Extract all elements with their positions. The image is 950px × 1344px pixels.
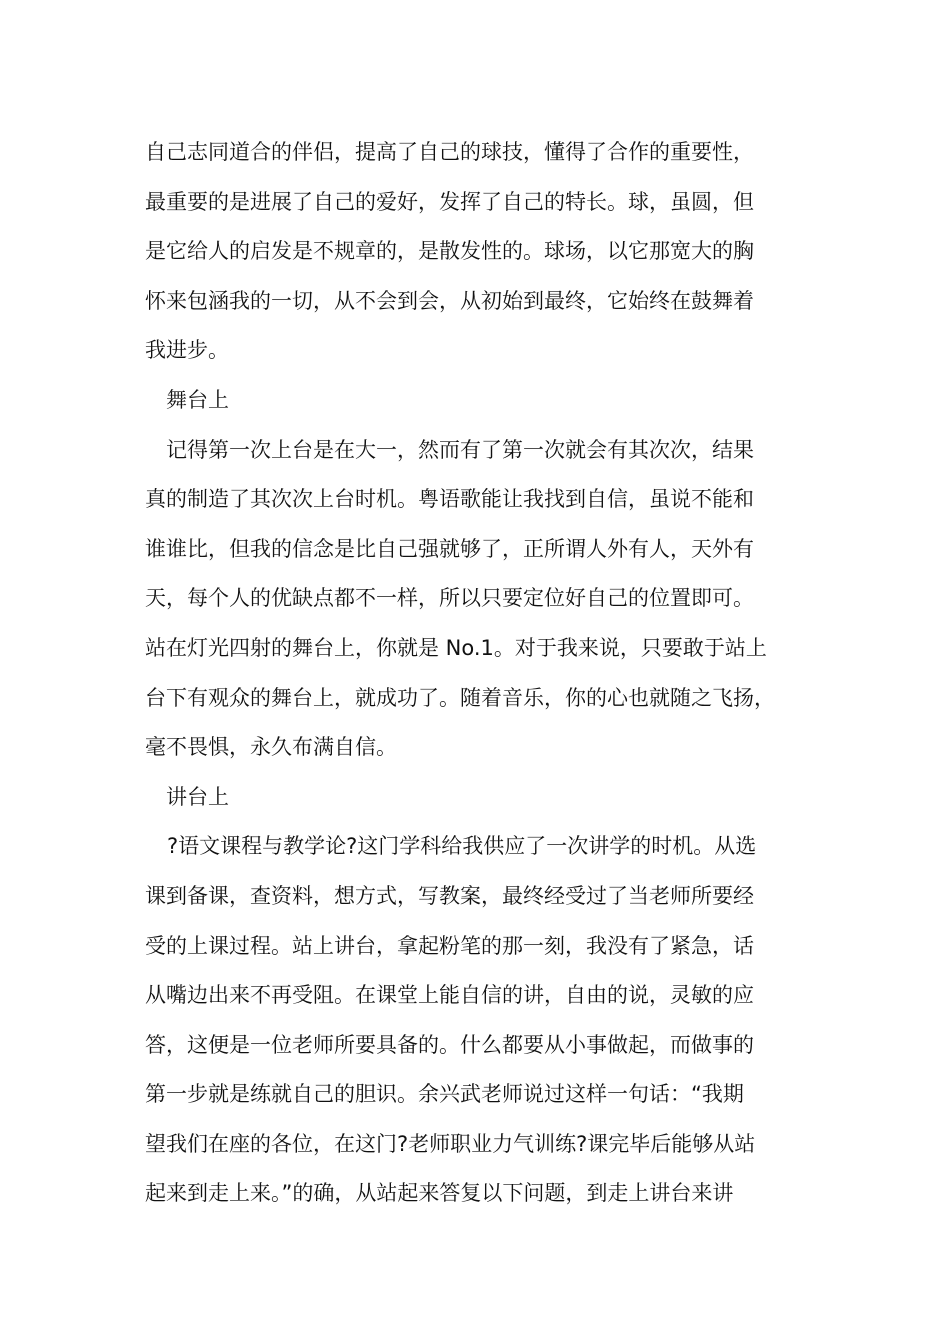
paragraph-line: 从嘴边出来不再受阻。在课堂上能自信的讲，自由的说，灵敏的应 [145,983,754,1008]
paragraph-line: 站在灯光四射的舞台上，你就是 No.1。对于我来说，只要敢于站上 [145,635,767,660]
paragraph-line: 答，这便是一位老师所要具备的。什么都要从小事做起，而做事的 [145,1032,754,1057]
paragraph-line: 天，每个人的优缺点都不一样，所以只要定位好自己的位置即可。 [145,586,754,611]
paragraph-line: 记得第一次上台是在大一，然而有了第一次就会有其次次，结果 [166,437,754,462]
paragraph-line: 毫不畏惧，永久布满自信。 [145,735,397,760]
paragraph-line: 自己志同道合的伴侣，提高了自己的球技，懂得了合作的重要性， [145,140,754,164]
paragraph-line: 第一步就是练就自己的胆识。余兴武老师说过这样一句话：“我期 [145,1082,744,1107]
paragraph-line: 起来到走上来。”的确，从站起来答复以下问题，到走上讲台来讲 [145,1181,734,1206]
paragraph-line: 台下有观众的舞台上，就成功了。随着音乐，你的心也就随之飞扬， [145,685,775,710]
paragraph-line: 我进步。 [145,338,229,363]
paragraph-line: 谁谁比，但我的信念是比自己强就够了，正所谓人外有人，天外有 [145,536,754,561]
paragraph-line: ?语文课程与教学论?这门学科给我供应了一次讲学的时机。从选 [167,834,757,859]
paragraph-line: 受的上课过程。站上讲台，拿起粉笔的那一刻，我没有了紧急，话 [145,933,754,958]
paragraph-line: 真的制造了其次次上台时机。粤语歌能让我找到自信，虽说不能和 [145,487,754,512]
paragraph-line: 课到备课，查资料，想方式，写教案，最终经受过了当老师所要经 [145,883,754,908]
paragraph-line: 最重要的是进展了自己的爱好，发挥了自己的特长。球，虽圆，但 [145,189,754,214]
paragraph-line: 望我们在座的各位，在这门?老师职业力气训练?课完毕后能够从站 [145,1131,756,1156]
section-heading-stage: 舞台上 [166,387,229,412]
document-body [145,128,835,1219]
section-heading-podium: 讲台上 [166,784,229,809]
paragraph-line: 是它给人的启发是不规章的，是散发性的。球场，以它那宽大的胸 [145,239,754,264]
paragraph-line: 怀来包涵我的一切，从不会到会，从初始到最终，它始终在鼓舞着 [145,288,754,313]
